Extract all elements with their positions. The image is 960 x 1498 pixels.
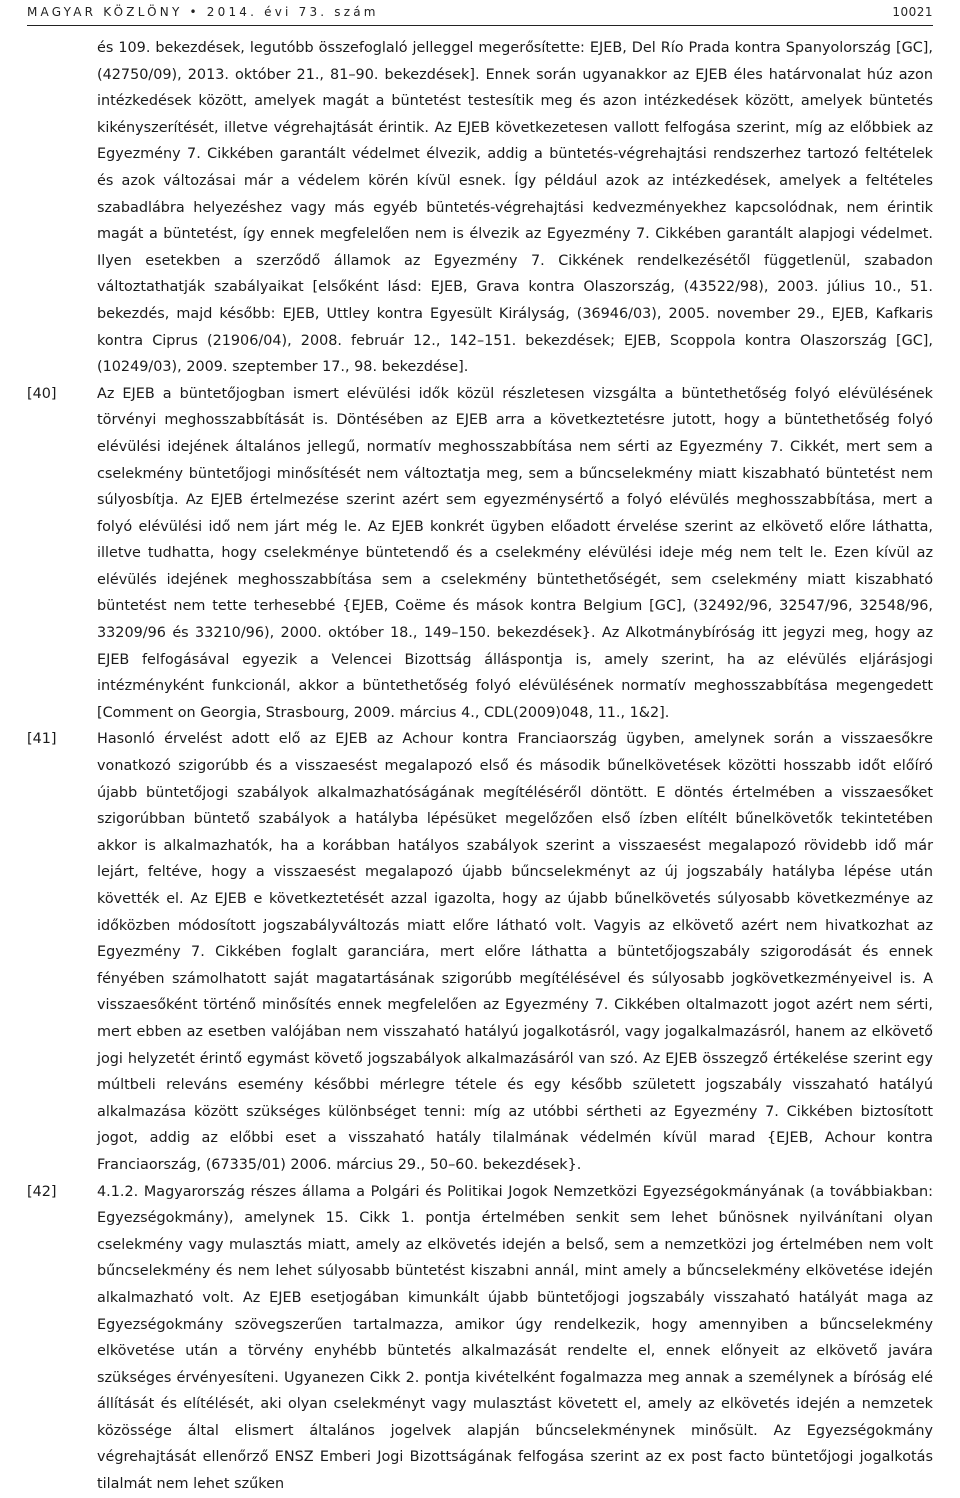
journal-title: MAGYAR KÖZLÖNY • 2014. évi 73. szám (27, 4, 379, 19)
paragraph-continuation (27, 35, 933, 381)
paragraph-text: és 109. bekezdések, legutóbb összefoglaló jelleggel megerősítette: EJEB, Del Río Prada kontra Spanyolország [GC], (42750/09), 2013. október 21., 81–90. bekezdések]. Ennek során ugyanakkor az EJEB éles határvonalat húz azon intézkedések között, amelyek magát a büntetést testesítik meg és azon intézkedések között, amelyek büntetés kikényszerítését, illetve végrehajtását érintik. Az EJEB következetesen vallott felfogása szerint, míg az előbbiek az Egyezmény 7. Cikkében garantált védelmet élvezik, addig a büntetés-végrehajtási rendszerhez tartozó feltételek és azok változásai már a védelem körén kívül esnek. Így például azok az intézkedések, amelyek a feltételes szabadlábra helyezéshez vagy más egyéb büntetés-végrehajtási kedvezményekhez kapcsolódnak, nem érintik magát a büntetést, így ennek megfelelően nem is élvezik az Egyezmény 7. Cikkében garantált alapjogi védelmet. Ilyen esetekben a szerződő államok az Egyezmény 7. Cikkének rendelkezésétől függetlenül, szabadon változtathatják szabályaikat [elsőként lásd: EJEB, Grava kontra Olaszország, (43522/98), 2003. július 10., 51. bekezdés, majd később: EJEB, Uttley kontra Egyesült Királyság, (36946/03), 2005. november 29., EJEB, Kafkaris kontra Ciprus (21906/04), 2008. február 12., 142–151. bekezdések; EJEB, Scoppola kontra Olaszország [GC], (10249/03), 2009. szeptember 17., 98. bekezdése]. (97, 40, 933, 376)
header-rule (27, 25, 933, 26)
document-body (27, 35, 933, 1498)
page-number: 10021 (892, 4, 933, 19)
paragraph-text: Az EJEB a büntetőjogban ismert elévülési idők közül részletesen vizsgálta a büntethetőség folyó elévülésének törvényi meghosszabbítását is. Döntésében az EJEB arra a következtetésre jutott, hogy a büntethetőség folyó elévülési idejének általános jellegű, normatív meghosszabbítása nem sérti az Egyezmény 7. Cikkét, mert sem a cselekmény büntetőjogi minősítését nem változtatja meg, sem a bűncselekmény miatt kiszabható büntetést nem súlyosbítja. Az EJEB értelmezése szerint azért sem egyezménysértő a folyó elévülés meghosszabbítása, mert a folyó elévülési idő nem járt még le. Az EJEB konkrét ügyben előadott érvelése szerint az elkövető előre láthatta, illetve tudhatta, hogy cselekménye büntetendő és a cselekmény elévülési ideje még nem telt le. Ezen kívül az elévülés idejének meghosszabbítása sem a cselekmény büntethetőségét, sem cselekmény miatt kiszabható büntetést nem tette terhesebbé {EJEB, Coëme és mások kontra Belgium [GC], (32492/96, 32547/96, 32548/96, 33209/96 és 33210/96), 2000. október 18., 149–150. bekezdések}. Az Alkotmánybíróság itt jegyzi meg, hogy az EJEB felfogásával egyezik a Velencei Bizottság álláspontja is, amely szerint, ha az elévülés eljárásjogi intézményként funkcionál, akkor a büntethetőség folyó elévülésének normatív meghosszabbítása megengedett [Comment on Georgia, Strasbourg, 2009. március 4., CDL(2009)048, 11., 1&2]. (97, 385, 933, 721)
paragraph-text: Hasonló érvelést adott elő az EJEB az Achour kontra Franciaország ügyben, amelynek során a visszaesőkre vonatkozó szigorúbb és a visszaesést megalapozó első és második bűnelkövetések közötti hosszabb időt előíró újabb büntetőjogi szabályok alkalmazhatóságának megítéléséről döntött. E döntés értelmében a visszaesőket szigorúbban büntető szabályok a hatályba lépésüket megelőzően első ízben elítélt bűnelkövetők tekintetében akkor is alkalmazhatók, ha a korábban hatályos szabályok szerint a visszaesést megalapozó rövidebb idő már lejárt, feltéve, hogy a visszaesést megalapozó újabb bűncselekményt az új jogszabály hatályba lépése után követték el. Az EJEB e következtetését azzal igazolta, hogy az újabb bűnelkövetés súlyosabb következménye az időközben módosított jogszabályváltozás miatt előre látható volt. Vagyis az elkövető azért nem hivatkozhat az Egyezmény 7. Cikkében foglalt garanciára, mert előre láthatta a büntetőjogszabály szigorodását és ennek fényében számolhatott saját magatartásának szigorúbb megítélésével és súlyosabb jogkövetkezményeivel is. A visszaesőként történő minősítés ennek megfelelően az Egyezmény 7. Cikkében oltalmazott jogot azért nem sérti, mert ebben az esetben valójában nem visszaható hatályú jogalkotásról, vagy jogalkalmazásról, hanem az elkövető jogi helyzetét érintő egymást követő jogszabályok alkalmazásáról van szó. Az EJEB összegző értékelése szerint egy múltbeli releváns esemény későbbi mérlegre tétele és egy később született jogszabály visszaható hatályú alkalmazása között szükséges különbséget tenni: míg az utóbbi sértheti az Egyezmény 7. Cikkében biztosított jogot, addig az előbbi eset a visszaható hatály tilalmának védelmén kívül marad {EJEB, Achour kontra Franciaország, (67335/01) 2006. március 29., 50–60. bekezdések}. (97, 731, 933, 1173)
paragraph-40 (27, 381, 933, 727)
paragraph-41 (27, 726, 933, 1178)
paragraph-number: [42] (27, 1183, 57, 1200)
page-header (27, 0, 933, 23)
paragraph-text: 4.1.2. Magyarország részes állama a Polgári és Politikai Jogok Nemzetközi Egyezségokmányának (a továbbiakban: Egyezségokmány), amelynek 15. Cikk 1. pontja értelmében senkit sem lehet bűnösnek nyilvánítani olyan cselekmény vagy mulasztás miatt, amely az elkövetés idején a belső, sem a nemzetközi jog értelmében nem volt bűncselekmény és nem lehet súlyosabb büntetést kiszabni annál, mint amely a bűncselekmény elkövetése idején alkalmazható volt. Az EJEB esetjogában kimunkált újabb büntetőjogi jogszabály visszaható hatályát maga az Egyezségokmány szövegszerűen tartalmazza, amikor úgy rendelkezik, hogy amennyiben a bűncselekmény elkövetése után a törvény enyhébb büntetés alkalmazását rendelte el, ennek előnyeit az elkövető javára szükséges érvényesíteni. Ugyanezen Cikk 2. pontja kivételként fogalmazza meg annak a személynek a bíróság elé állítását és elítélését, aki olyan cselekményt vagy mulasztást követett el, amely az elkövetés idején a nemzetek közössége által elismert általános jogelvek alapján bűncselekménynek minősült. Az Egyezségokmány végrehajtását ellenőrző ENSZ Emberi Jogi Bizottságának felfogása szerint az ex post facto büntetőjogi jogalkotás tilalmát nem lehet szűken (97, 1183, 933, 1493)
paragraph-number: [41] (27, 731, 57, 748)
paragraph-42 (27, 1179, 933, 1498)
paragraph-number: [40] (27, 385, 57, 402)
